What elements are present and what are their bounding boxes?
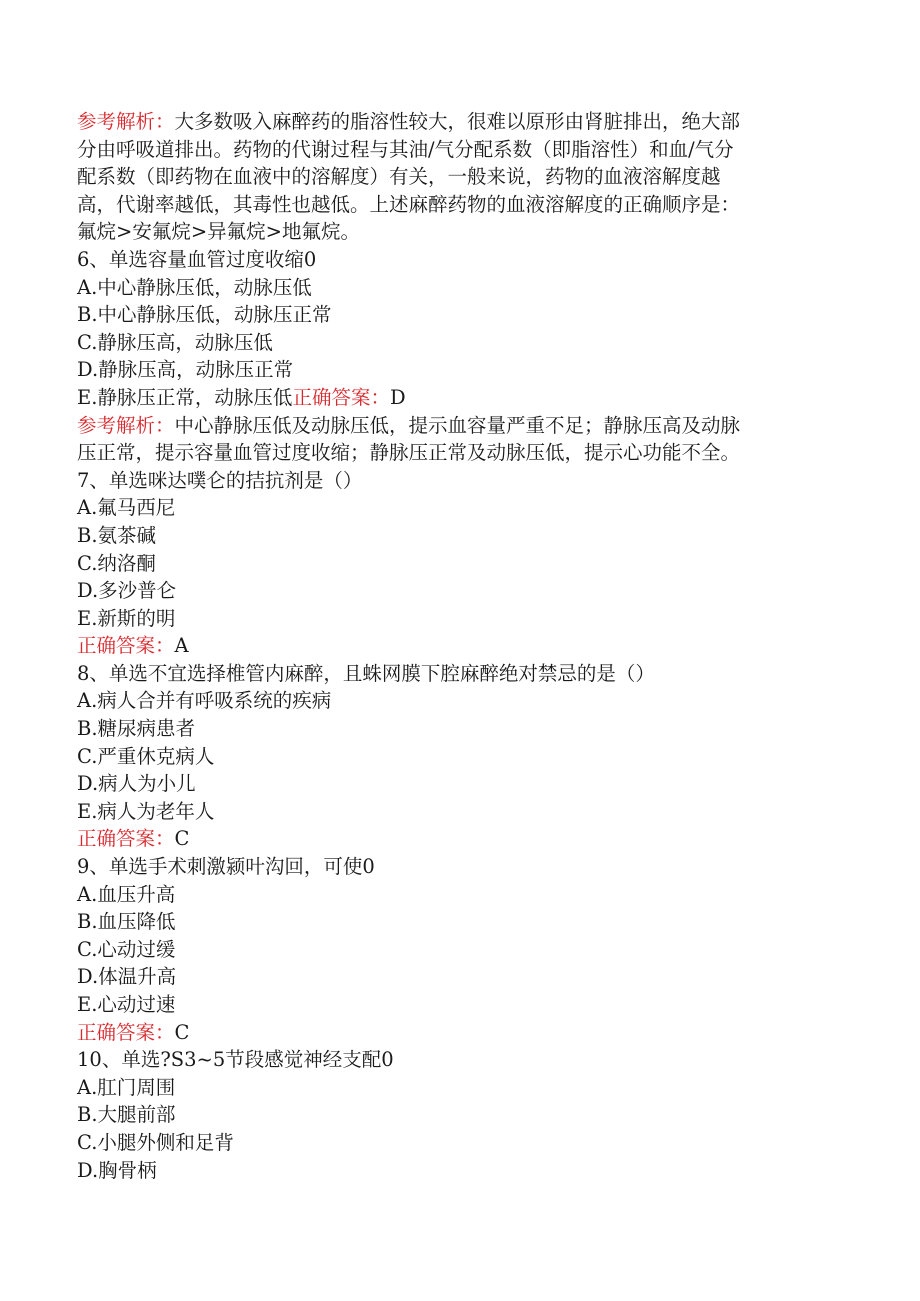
analysis-line: 高，代谢率越低，其毒性也越低。上述麻醉药物的血液溶解度的正确顺序是： — [77, 192, 741, 216]
question-stem: 8、单选不宜选择椎管内麻醉，且蛛网膜下腔麻醉绝对禁忌的是（） — [77, 661, 655, 685]
option-a: A.病人合并有呼吸系统的疾病 — [77, 689, 332, 713]
analysis-label: 参考解析： — [77, 110, 175, 133]
analysis-line: 氟烷>安氟烷>异氟烷>地氟烷。 — [77, 220, 361, 244]
option-b: B.糖尿病患者 — [77, 717, 196, 741]
answer-line — [77, 825, 817, 853]
option-d: D.胸骨柄 — [77, 1158, 157, 1182]
question-stem: 10、单选?S3~5节段感觉神经支配0 — [77, 1048, 394, 1072]
option-c: C.小腿外侧和足背 — [77, 1130, 234, 1154]
question-stem: 9、单选手术刺激颍叶沟回，可使0 — [77, 855, 375, 879]
option-e: E.病人为老年人 — [77, 799, 215, 823]
option-c: C.静脉压高，动脉压低 — [77, 330, 273, 354]
answer-value: A — [174, 634, 189, 658]
question-stem: 6、单选容量血管过度收缩0 — [77, 247, 317, 271]
option-e-with-answer — [77, 384, 817, 412]
answer-label: 正确答案： — [77, 827, 175, 851]
analysis-line: 压正常，提示容量血管过度收缩；静脉压正常及动脉压低，提示心功能不全。 — [77, 441, 741, 465]
analysis-text: 大多数吸入麻醉药的脂溶性较大，很难以原形由肾脏排出，绝大部 — [174, 110, 741, 133]
answer-label: 正确答案： — [77, 634, 175, 658]
analysis-line: 分由呼吸道排出。药物的代谢过程与其油/气分配系数（即脂溶性）和血/气分 — [77, 137, 734, 161]
option-b: B.血压降低 — [77, 910, 176, 934]
option-b: B.氨茶碱 — [77, 523, 157, 547]
option-d: D.病人为小儿 — [77, 772, 196, 796]
analysis-line: 配系数（即药物在血液中的溶解度）有关，一般来说，药物的血液溶解度越 — [77, 165, 721, 189]
option-c: C.纳洛酮 — [77, 551, 156, 575]
option-d: D.多沙普仑 — [77, 579, 177, 603]
option-a: A.血压升高 — [77, 882, 176, 906]
answer-label: 正确答案： — [77, 1020, 175, 1044]
option-a: A.中心静脉压低，动脉压低 — [77, 275, 312, 299]
question-stem: 7、单选咪达噗仑的拮抗剂是（） — [77, 468, 363, 492]
analysis-label: 参考解析： — [77, 413, 175, 437]
answer-line — [77, 632, 817, 660]
answer-value: C — [174, 827, 190, 851]
option-e: E.心动过速 — [77, 993, 176, 1016]
option-e: E.静脉压正常，动脉压低 — [77, 385, 293, 409]
option-b: B.大腿前部 — [77, 1103, 176, 1127]
document-page — [77, 108, 817, 1184]
answer-label: 正确答案： — [292, 385, 390, 409]
option-d: D.静脉压高，动脉压正常 — [77, 358, 294, 382]
answer-value: D — [389, 385, 406, 409]
option-b: B.中心静脉压低，动脉压正常 — [77, 303, 332, 327]
option-e: E.新斯的明 — [77, 606, 176, 630]
option-c: C.心动过缓 — [77, 937, 176, 961]
analysis-line — [77, 412, 817, 440]
answer-line — [77, 1019, 817, 1047]
analysis-text: 中心静脉压低及动脉压低，提示血容量严重不足；静脉压高及动脉 — [174, 413, 741, 437]
option-a: A.肛门周围 — [77, 1075, 176, 1099]
answer-value: C — [174, 1020, 190, 1044]
analysis-line — [77, 108, 817, 136]
option-d: D.体温升高 — [77, 965, 177, 989]
option-a: A.氟马西尼 — [77, 496, 176, 520]
option-c: C.严重休克病人 — [77, 744, 215, 768]
